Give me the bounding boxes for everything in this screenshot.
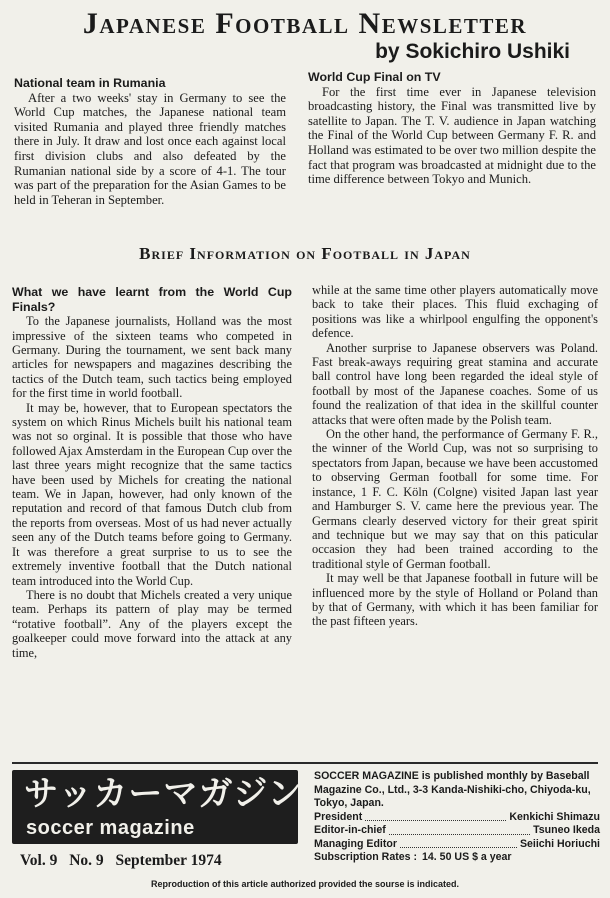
publisher-intro: SOCCER MAGAZINE is published monthly by Baseball Magazine Co., Ltd., 3-3 Kanda-Nishiki-cho, Chiyoda-ku, Tokyo, Japan. bbox=[314, 770, 591, 809]
logo-japanese-text: サッカーマガジン bbox=[24, 774, 303, 814]
divider-line bbox=[12, 762, 598, 764]
subscription-row bbox=[314, 851, 600, 865]
section-title: Brief Information on Football in Japan bbox=[139, 244, 471, 263]
newsletter-title: Japanese Football Newsletter bbox=[82, 7, 528, 40]
author-byline: by Sokichiro Ushiki bbox=[375, 40, 570, 63]
issue-volume: Vol. 9 bbox=[20, 852, 58, 869]
article-body: For the first time ever in Japanese television broadcasting history, the Final was transmitted live by satellite to Japan. The T. V. audience in Japan watching the Final of the World Cup between Germany F. R. and Holland was estimated to be over two million despite the fact that program was broadcasted at midnight due to the time difference between Tokyo and Munich. bbox=[308, 84, 596, 187]
article-body: After a two weeks' stay in Germany to see the World Cup matches, the Japanese national team visited Rumania and played three friendly matches there in July. It draw and lost once each against local first division clubs and also defeated by the Rumanian national side by a score of 4-1. The tour was part of the preparation for the Asian Games to be held in Teheran in September. bbox=[14, 90, 286, 207]
dot-leader bbox=[400, 838, 517, 849]
dot-leader bbox=[389, 824, 530, 835]
staff-name: Kenkichi Shimazu bbox=[509, 810, 600, 823]
subscription-value: 14. 50 US $ a year bbox=[422, 851, 512, 863]
article-world-cup-tv bbox=[308, 70, 596, 187]
staff-role: President bbox=[314, 810, 363, 823]
staff-name: Seiichi Horiuchi bbox=[519, 837, 600, 850]
article-heading: What we have learnt from the World Cup Finals? bbox=[12, 285, 292, 314]
article-paragraph: To the Japanese journalists, Holland was the most impressive of the sixteen teams who competed in Germany. During the tournament, we sent back many articles for newspapers and magazines describing the tactics of the Dutch team, such tactics being employed for the first time in world football. bbox=[12, 314, 292, 401]
article-heading: World Cup Final on TV bbox=[308, 70, 441, 84]
article-heading: National team in Rumania bbox=[14, 76, 166, 90]
article-learnt-column-2 bbox=[312, 283, 598, 629]
publisher-info bbox=[314, 770, 600, 865]
soccer-magazine-logo bbox=[12, 770, 303, 844]
subscription-label: Subscription Rates : bbox=[314, 851, 418, 863]
issue-number: No. 9 bbox=[69, 852, 104, 869]
issue-info bbox=[20, 852, 300, 870]
staff-name: Tsuneo Ikeda bbox=[533, 824, 600, 836]
article-paragraph: It may be, however, that to European spectators the system on which Rinus Michels built his national team was not so orginal. It is possible that those who have followed Ajax Amsterdam in the European Cup over the last three years might recognize that the same tactics have been used by Michels for creating the national team. We in Japan, however, had only known of the reputation and record of that famous Dutch club from the reports from overseas. Most of us had never actually seen any of the Dutch teams before going to Germany. It was therefore a great surprise to us to see the extremely inventive football that the Dutch national team introduced into the World Cup. bbox=[12, 400, 292, 588]
staff-role: Managing Editor bbox=[314, 837, 397, 850]
article-paragraph: Another surprise to Japanese observers was Poland. Fast break-aways requiring great stamina and accurate ball control have long been regarded the ideal style of football by most of the Japanese coaches. Some of us found the realization of that idea in the skillful counter attacks that were often made by the Polish team. bbox=[312, 340, 598, 427]
article-paragraph: while at the same time other players automatically move back to take their places. This fluid exchaging of positions was like a whirlpool engulfing the opponent's defence. bbox=[312, 283, 598, 341]
issue-date: September 1974 bbox=[115, 852, 222, 869]
dot-leader bbox=[365, 811, 506, 822]
staff-row bbox=[314, 838, 600, 852]
article-paragraph: It may well be that Japanese football in future will be influenced more by the style of Holland or Poland than by that of Germany, with which it has been familiar for the past fifteen years. bbox=[312, 571, 598, 629]
reproduction-note: Reproduction of this article authorized provided the sourse is indicated. bbox=[150, 879, 460, 889]
staff-row bbox=[314, 824, 600, 838]
staff-row bbox=[314, 811, 600, 825]
article-paragraph: On the other hand, the performance of Germany F. R., the winner of the World Cup, was not so surprising to spectators from Japan, because we have been accustomed to observing German football for some time. For instance, 1 F. C. Köln (Colgne) visited Japan last year and Hamburger S. V. came here the previous year. The Germans clearly deserved victory for their great spirit and technique but we may say that on this paticular occasion they had been trained according to the traditional style of German football. bbox=[312, 427, 598, 571]
logo-english-text: soccer magazine bbox=[26, 817, 195, 839]
article-learnt-column-1 bbox=[12, 285, 292, 660]
staff-role: Editor-in-chief bbox=[314, 824, 386, 836]
article-paragraph: There is no doubt that Michels created a very unique team. Perhaps its pattern of play may be termed “rotative football”. Any of the players except the goalkeeper could move forward into the attack at any time, bbox=[12, 587, 292, 660]
article-rumania bbox=[14, 76, 286, 207]
